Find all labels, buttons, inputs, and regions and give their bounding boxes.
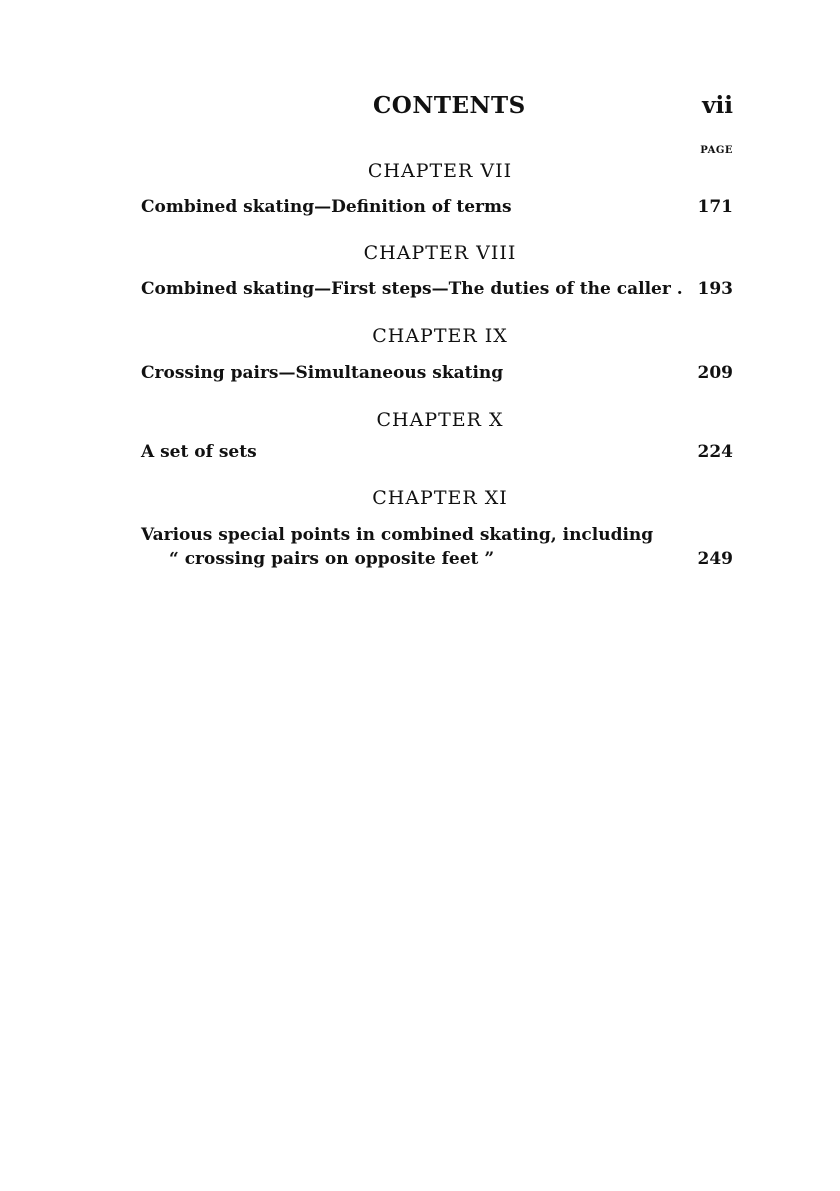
chapter-heading: CHAPTER IX: [372, 325, 508, 347]
toc-entry-page: 171: [697, 197, 733, 217]
chapter-heading: CHAPTER XI: [372, 487, 508, 509]
toc-entry-title-line2: “ crossing pairs on opposite feet ”: [169, 549, 495, 569]
toc-entry-page: 193: [697, 279, 733, 299]
chapter-heading: CHAPTER X: [376, 409, 504, 431]
toc-entry-title: Combined skating—Definition of terms: [141, 197, 512, 217]
toc-entry-title-line1: Various special points in combined skating, including: [141, 525, 654, 545]
chapter-heading: CHAPTER VII: [367, 160, 513, 182]
toc-entry-page: 224: [697, 442, 733, 462]
page-column-label: PAGE: [700, 145, 733, 156]
toc-entry-title: A set of sets: [141, 442, 257, 462]
page-number: vii: [702, 92, 733, 119]
toc-entry-title: Combined skating—First steps—The duties of the caller .: [141, 279, 683, 299]
toc-entry-title: Crossing pairs—Simultaneous skating: [141, 363, 504, 383]
running-title: CONTENTS: [373, 92, 526, 119]
toc-entry-page: 249: [697, 549, 733, 569]
toc-entry-page: 209: [697, 363, 733, 383]
chapter-heading: CHAPTER VIII: [363, 242, 517, 264]
toc-entry: [141, 523, 733, 571]
